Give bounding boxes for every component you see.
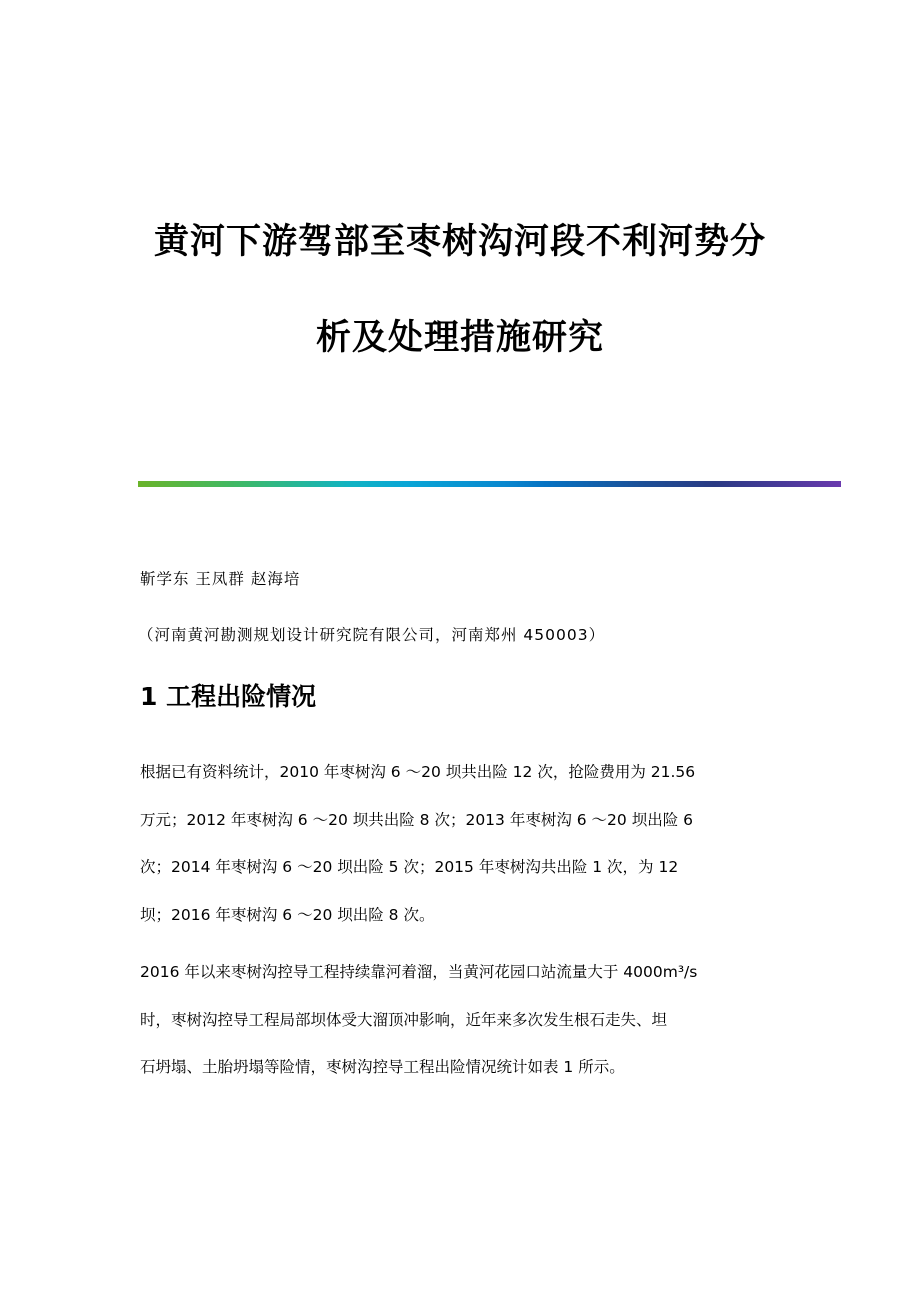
paragraph-line: 坝；2016 年枣树沟 6 ～20 坝出险 8 次。 <box>140 905 435 924</box>
paragraph-line: 时，枣树沟控导工程局部坝体受大溜顶冲影响，近年来多次发生根石走失、坦 <box>140 1010 668 1029</box>
paragraph-line: 石坍塌、土胎坍塌等险情，枣树沟控导工程出险情况统计如表 1 所示。 <box>140 1058 625 1076</box>
author-list: 靳学东 王凤群 赵海培 <box>140 570 301 588</box>
paragraph-line: 万元；2012 年枣树沟 6 ～20 坝共出险 8 次；2013 年枣树沟 6 ～20 坝出险 6 <box>140 810 693 829</box>
body-paragraph-2 <box>140 962 785 1105</box>
paragraph-line: 2016 年以来枣树沟控导工程持续靠河着溜，当黄河花园口站流量大于 4000m³/s <box>140 963 698 981</box>
gradient-divider <box>138 481 841 487</box>
paper-title-line-1: 黄河下游驾部至枣树沟河段不利河势分 <box>153 222 766 262</box>
paragraph-line: 根据已有资料统计，2010 年枣树沟 6 ～20 坝共出险 12 次，抢险费用为 21.56 <box>140 763 696 781</box>
section-heading: 1 工程出险情况 <box>140 682 317 711</box>
author-affiliation: （河南黄河勘测规划设计研究院有限公司，河南郑州 450003） <box>138 626 606 644</box>
body-paragraph-1 <box>140 762 785 952</box>
paragraph-line: 次；2014 年枣树沟 6 ～20 坝出险 5 次；2015 年枣树沟共出险 1 次，为 12 <box>140 858 679 876</box>
paper-title-line-2: 析及处理措施研究 <box>315 318 604 358</box>
